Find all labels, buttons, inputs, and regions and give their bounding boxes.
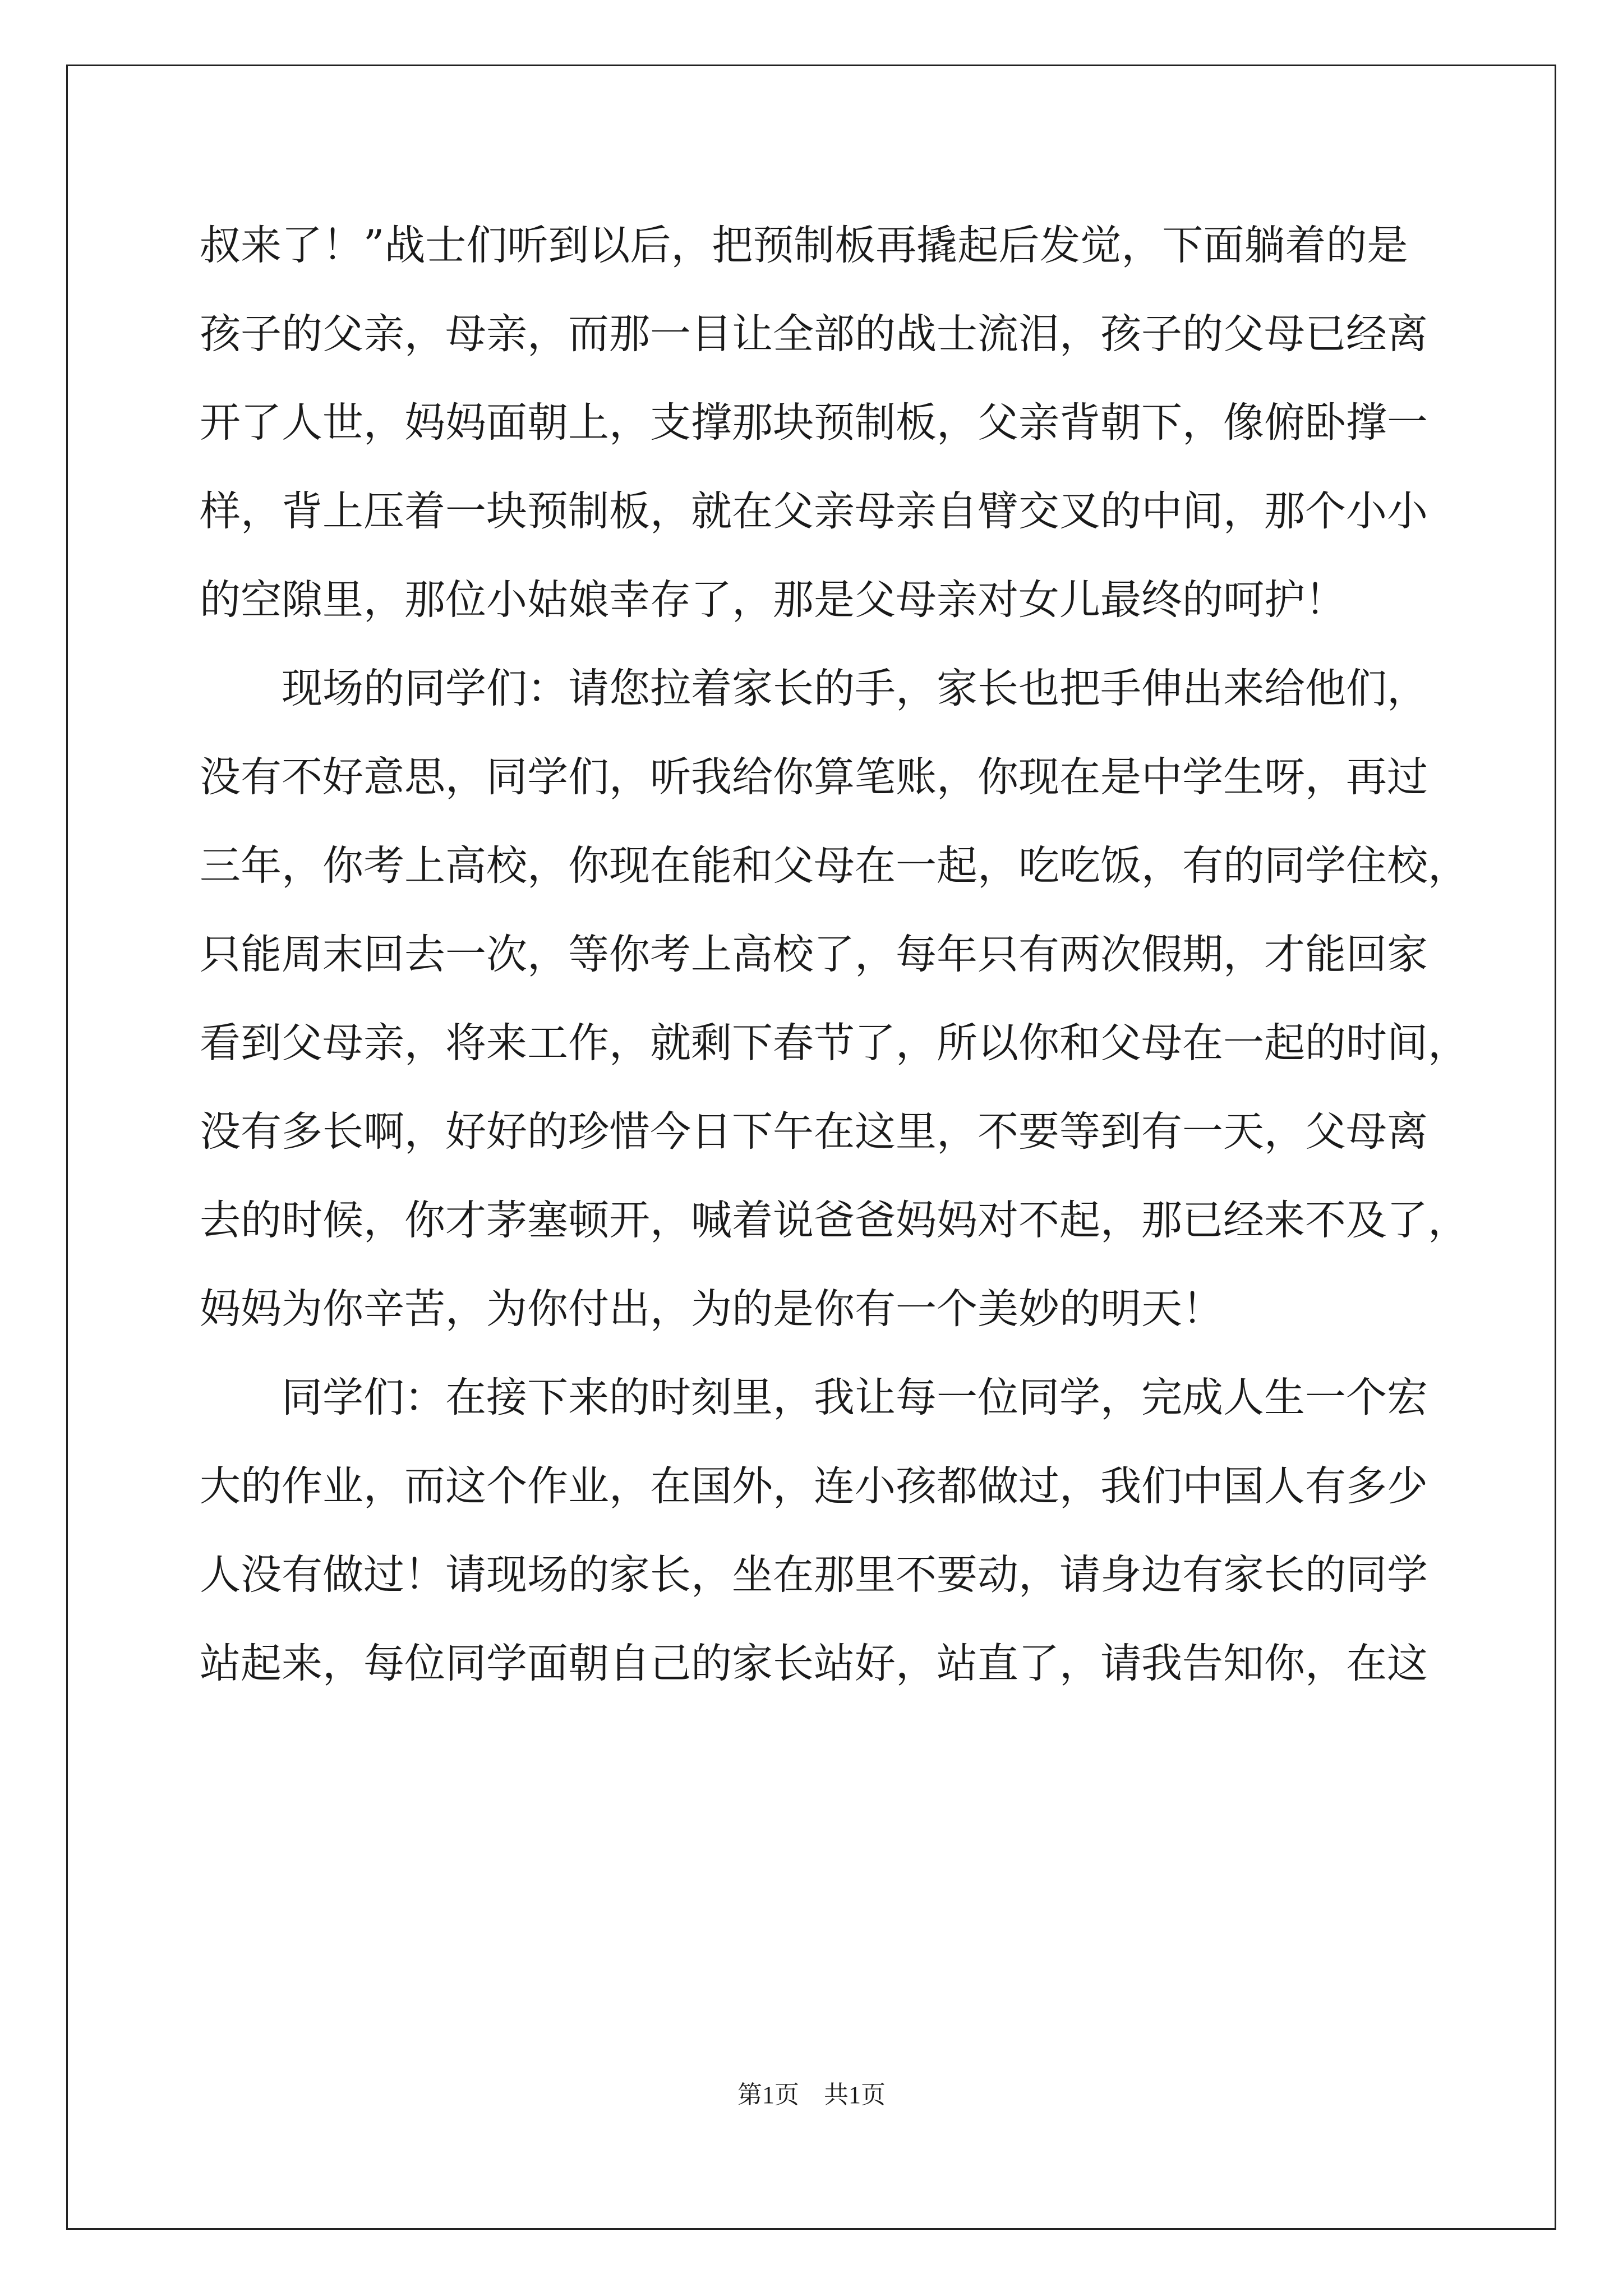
text-line: 的空隙里，那位小姑娘幸存了，那是父母亲对女儿最终的呵护！ <box>200 576 1346 624</box>
text-line: 叔来了！”战士们听到以后，把预制板再撬起后发觉，下面躺着的是 <box>200 222 1408 269</box>
text-line: 去的时候，你才茅塞顿开，喊着说爸爸妈妈对不起，那已经来不及了， <box>200 1197 1469 1244</box>
text-line: 没有不好意思，同学们，听我给你算笔账，你现在是中学生呀，再过 <box>200 753 1428 801</box>
page-number-label: 第1页 共1页 <box>737 2081 886 2109</box>
text-line: 样，背上压着一块预制板，就在父亲母亲自臂交叉的中间，那个小小 <box>200 487 1428 535</box>
text-line: 人没有做过！请现场的家长，坐在那里不要动，请身边有家长的同学 <box>200 1551 1428 1599</box>
text-line: 看到父母亲，将来工作，就剩下春节了，所以你和父母在一起的时间， <box>200 1019 1469 1067</box>
page-footer <box>0 2078 1623 2112</box>
text-line: 妈妈为你辛苦，为你付出，为的是你有一个美妙的明天！ <box>200 1285 1223 1333</box>
text-line: 大的作业，而这个作业，在国外，连小孩都做过，我们中国人有多少 <box>200 1462 1428 1510</box>
text-line: 同学们：在接下来的时刻里，我让每一位同学，完成人生一个宏 <box>282 1374 1428 1421</box>
text-line: 孩子的父亲，母亲，而那一目让全部的战士流泪，孩子的父母已经离 <box>200 310 1428 358</box>
text-line: 没有多长啊，好好的珍惜今日下午在这里，不要等到有一天，父母离 <box>200 1108 1428 1156</box>
text-line: 站起来，每位同学面朝自己的家长站好，站直了，请我告知你，在这 <box>200 1640 1428 1687</box>
text-line: 只能周末回去一次，等你考上高校了，每年只有两次假期，才能回家 <box>200 931 1428 978</box>
text-line: 三年，你考上高校，你现在能和父母在一起，吃吃饭，有的同学住校， <box>200 842 1469 890</box>
text-line: 开了人世，妈妈面朝上，支撑那块预制板，父亲背朝下，像俯卧撑一 <box>200 399 1428 447</box>
text-line: 现场的同学们：请您拉着家长的手，家长也把手伸出来给他们， <box>282 665 1428 712</box>
